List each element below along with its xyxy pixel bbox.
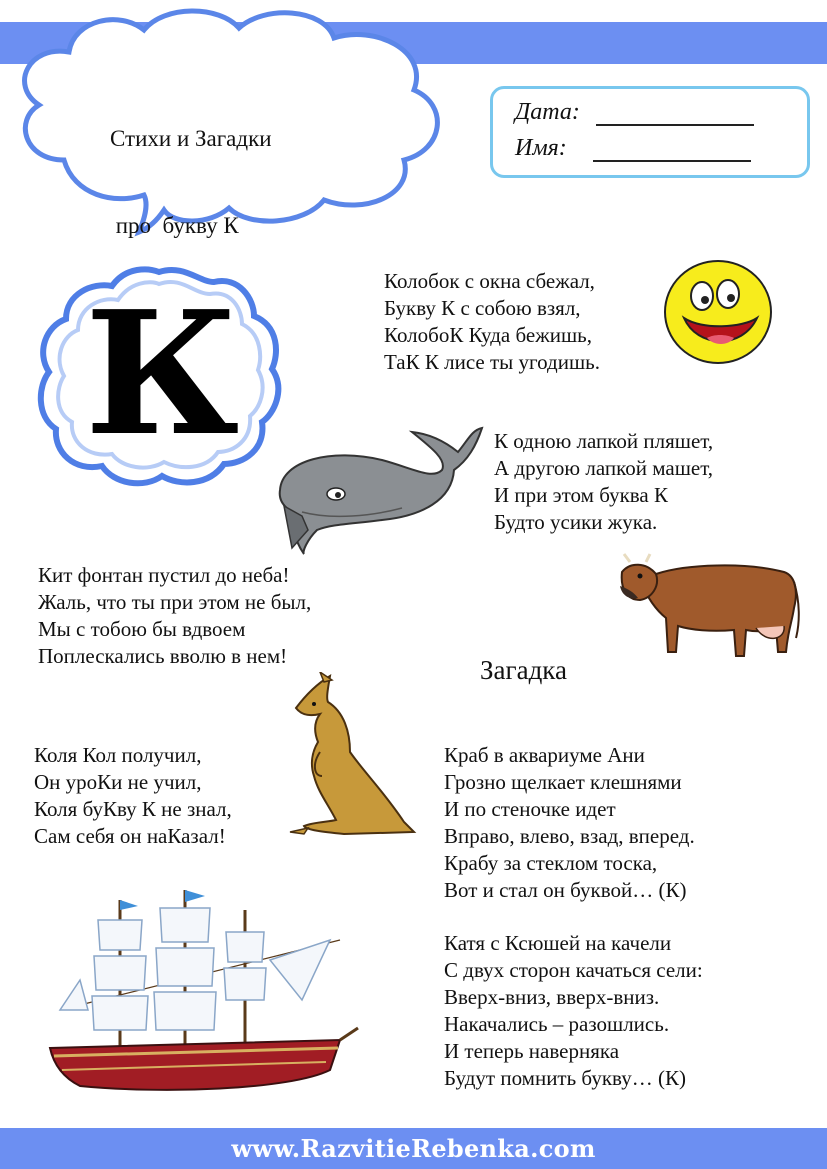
riddle-line: С двух сторон качаться сели: bbox=[444, 958, 703, 982]
big-letter-k: К bbox=[84, 274, 240, 474]
poem-line: Коля буКву К не знал, bbox=[34, 797, 232, 821]
name-row bbox=[515, 135, 751, 162]
poem-line: Коля Кол получил, bbox=[34, 743, 202, 767]
riddle-swing bbox=[444, 930, 703, 1092]
date-label: Дата: bbox=[515, 99, 580, 125]
poem-whale bbox=[38, 562, 311, 670]
poem-line: И при этом буква К bbox=[494, 483, 668, 507]
poem-kolya bbox=[34, 742, 232, 850]
title-line-2: про букву К bbox=[110, 213, 239, 238]
date-name-card bbox=[490, 86, 810, 178]
poem-line: Колобок с окна сбежал, bbox=[384, 269, 595, 293]
footer-band bbox=[0, 1128, 827, 1169]
poem-line: К одною лапкой пляшет, bbox=[494, 429, 714, 453]
smiley-face-icon bbox=[662, 258, 774, 371]
poem-line: Он уроКи не учил, bbox=[34, 770, 202, 794]
page-title bbox=[110, 66, 340, 269]
poem-line: Сам себя он наКазал! bbox=[34, 824, 226, 848]
poem-dancing-k bbox=[494, 428, 713, 536]
date-row bbox=[515, 99, 754, 126]
riddle-line: Вверх-вниз, вверх-вниз. bbox=[444, 985, 660, 1009]
sailing-ship-illustration bbox=[40, 880, 360, 1115]
riddle-line: Будут помнить букву… (К) bbox=[444, 1066, 686, 1090]
footer-url-link[interactable]: www.RazvitieRebenka.com bbox=[231, 1134, 596, 1163]
riddle-line: И по стеночке идет bbox=[444, 797, 616, 821]
poem-line: ТаК К лисе ты угодишь. bbox=[384, 350, 600, 374]
cow-illustration bbox=[616, 552, 802, 667]
poem-line: Жаль, что ты при этом не был, bbox=[38, 590, 312, 614]
poem-line: Поплескались вволю в нем! bbox=[38, 644, 288, 668]
riddle-line: Вправо, влево, взад, вперед. bbox=[444, 824, 695, 848]
riddle-line: Грозно щелкает клешнями bbox=[444, 770, 682, 794]
poem-line: А другою лапкой машет, bbox=[494, 456, 714, 480]
riddle-line: Краб в аквариуме Ани bbox=[444, 743, 645, 767]
poem-line: Букву К с собою взял, bbox=[384, 296, 581, 320]
riddle-crab bbox=[444, 742, 695, 904]
riddle-line: Крабу за стеклом тоска, bbox=[444, 851, 658, 875]
poem-line: КолобоК Куда бежишь, bbox=[384, 323, 592, 347]
whale-illustration bbox=[272, 420, 486, 561]
kangaroo-illustration bbox=[284, 672, 424, 847]
poem-line: Будто усики жука. bbox=[494, 510, 658, 534]
riddle-line: И теперь наверняка bbox=[444, 1039, 620, 1063]
riddle-line: Накачались – разошлись. bbox=[444, 1012, 670, 1036]
riddle-line: Вот и стал он буквой… (К) bbox=[444, 878, 687, 902]
riddle-title: Загадка bbox=[480, 655, 567, 685]
name-field[interactable] bbox=[593, 140, 751, 162]
title-line-1: Стихи и Загадки bbox=[110, 126, 272, 151]
poem-line: Кит фонтан пустил до неба! bbox=[38, 563, 290, 587]
riddle-line: Катя с Ксюшей на качели bbox=[444, 931, 672, 955]
poem-line: Мы с тобою бы вдвоем bbox=[38, 617, 246, 641]
date-field[interactable] bbox=[596, 104, 754, 126]
poem-kolobok bbox=[384, 268, 600, 376]
name-label: Имя: bbox=[515, 135, 567, 161]
letter-badge bbox=[34, 264, 284, 489]
